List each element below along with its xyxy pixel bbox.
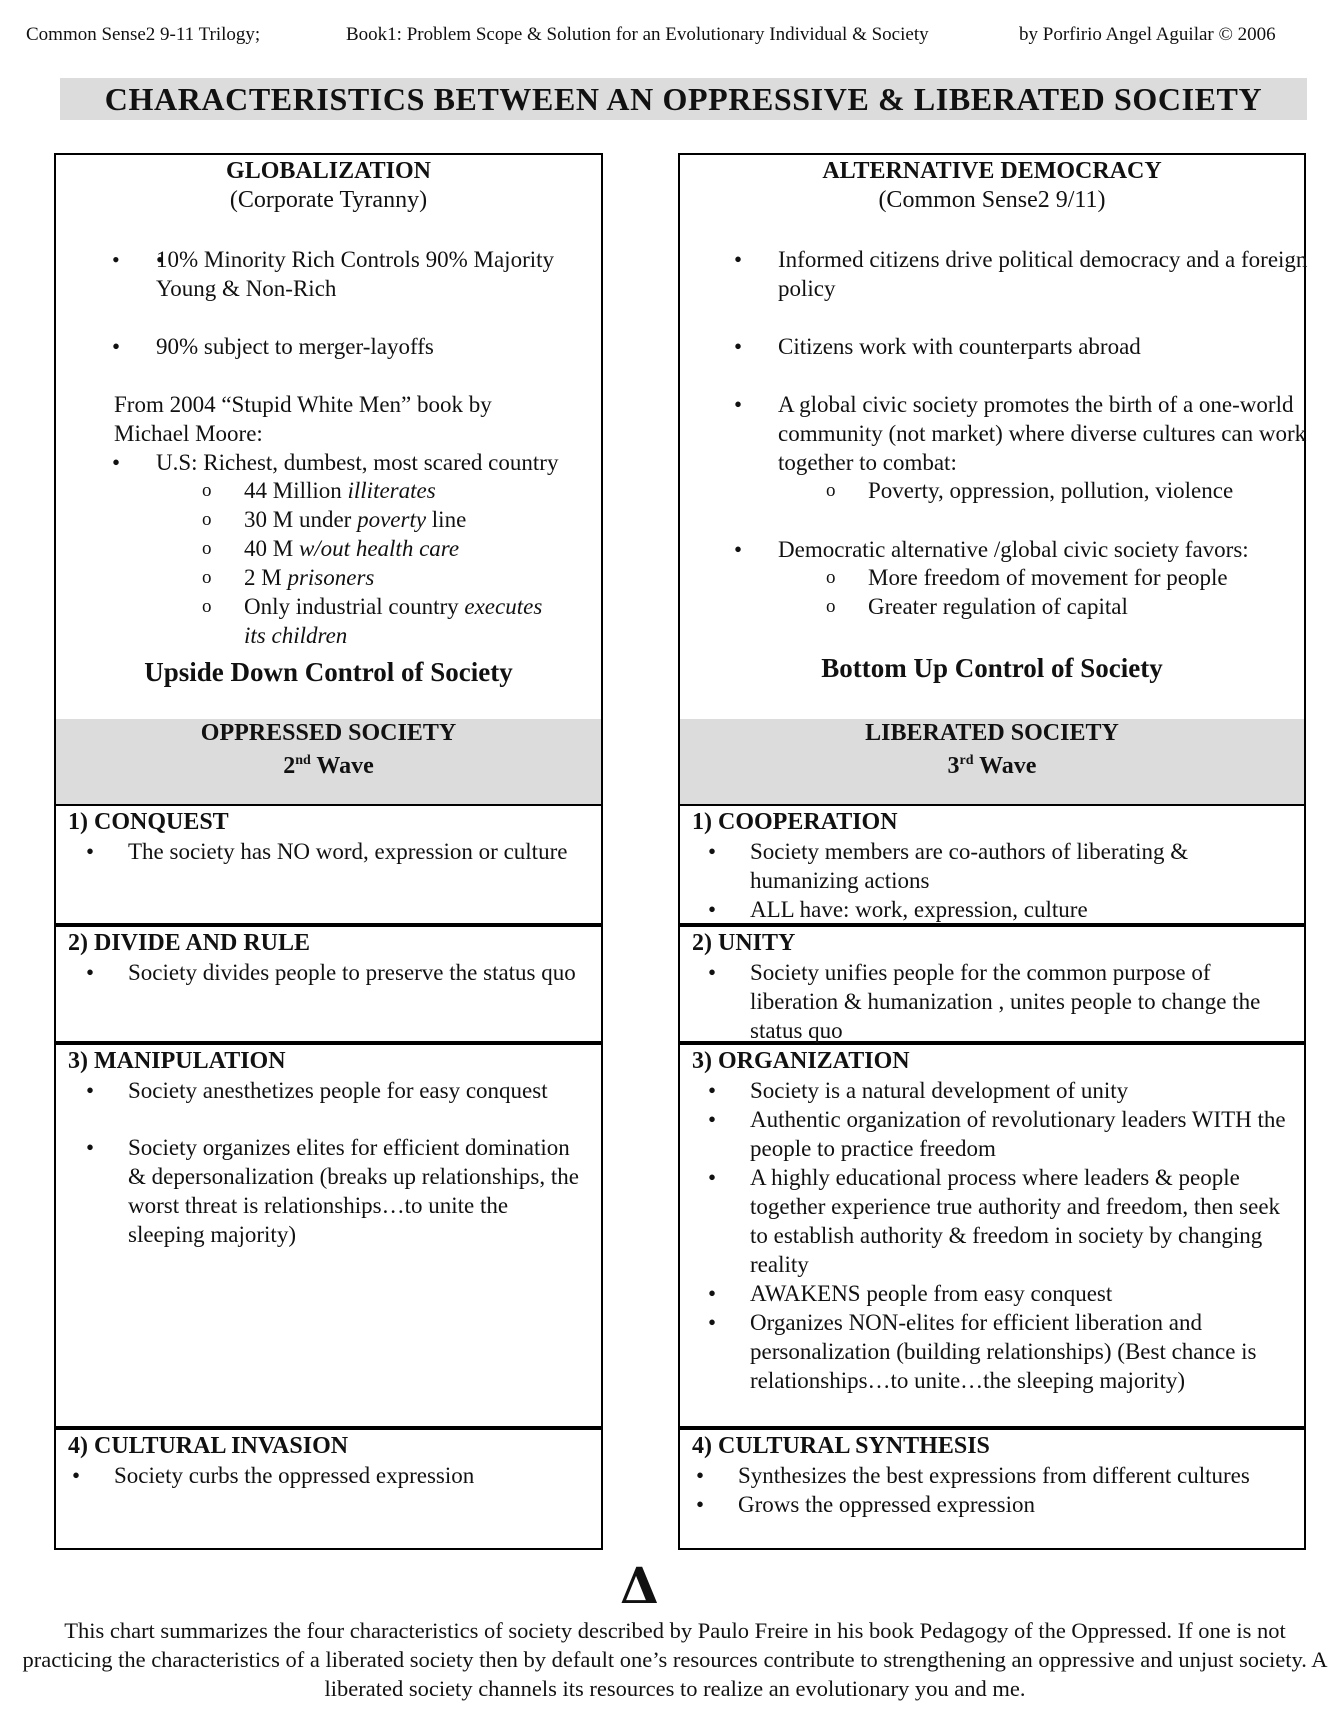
list-item: • ALL have: work, expression, culture xyxy=(708,897,1088,922)
cultural-synthesis-title: 4) CULTURAL SYNTHESIS xyxy=(692,1433,990,1459)
oppressed-wave: 2nd Wave xyxy=(283,753,374,779)
list-item: • Informed citizens drive political democracy and a foreign policy xyxy=(734,247,1308,301)
cultural-synthesis-cell xyxy=(678,1428,1306,1550)
stat-item: o 44 Million illiterates xyxy=(244,476,564,505)
stat-item: o 30 M under poverty line xyxy=(244,505,564,534)
alternative-democracy-heading: ALTERNATIVE DEMOCRACY (Common Sense2 9/11) xyxy=(822,158,1162,213)
conquest-cell xyxy=(54,804,603,925)
cooperation-title: 1) COOPERATION xyxy=(692,809,898,835)
liberated-wave: 3rd Wave xyxy=(947,753,1037,779)
list-item: • Grows the oppressed expression xyxy=(696,1492,1036,1517)
favors-item: o Greater regulation of capital xyxy=(868,592,1288,621)
list-item: • U.S: Richest, dumbest, most scared country xyxy=(112,450,559,475)
unity-cell xyxy=(678,925,1306,1043)
globalization-heading: GLOBALIZATION (Corporate Tyranny) xyxy=(226,158,431,213)
liberated-society-header xyxy=(678,719,1306,806)
list-item: • Society anesthetizes people for easy conquest xyxy=(86,1078,548,1103)
us-stats-list xyxy=(244,476,564,650)
stat-item: o 2 M prisoners xyxy=(244,563,564,592)
oppressed-title: OPPRESSED SOCIETY xyxy=(200,720,457,746)
alternative-democracy-box xyxy=(678,153,1306,721)
list-item: • Society curbs the oppressed expression xyxy=(72,1463,475,1488)
organization-cell xyxy=(678,1043,1306,1428)
globalization-box xyxy=(54,153,603,721)
bottom-up-title: Bottom Up Control of Society xyxy=(821,653,1163,683)
list-item: • A highly educational process where leaders & people together experience true authority and freedom, then seek to establish authority & freedom in society by changing reality xyxy=(708,1165,1281,1277)
manipulation-title: 3) MANIPULATION xyxy=(68,1048,286,1074)
list-item: • The society has NO word, expression or culture xyxy=(86,839,568,864)
cultural-invasion-cell xyxy=(54,1428,603,1550)
list-item: • 90% subject to merger-layoffs xyxy=(112,334,434,359)
header-book: Book1: Problem Scope & Solution for an Evolutionary Individual & Society xyxy=(346,24,929,45)
list-item: • Society divides people to preserve the status quo xyxy=(86,960,576,985)
list-item: • A global civic society promotes the birth of a one-world community (not market) where diverse cultures can work together to combat: xyxy=(734,392,1307,475)
header-series: Common Sense2 9-11 Trilogy; xyxy=(26,24,261,45)
favors-list xyxy=(868,563,1288,621)
favors-item: o More freedom of movement for people xyxy=(868,563,1288,592)
header-author: by Porfirio Angel Aguilar © 2006 xyxy=(1019,24,1276,45)
list-item: • • 10% Minority Rich Controls 90% Majority Young & Non-Rich xyxy=(114,245,584,303)
manipulation-cell xyxy=(54,1043,603,1428)
oppressed-society-header xyxy=(54,719,603,806)
delta-symbol: Δ xyxy=(620,1556,659,1615)
moore-paragraph: From 2004 “Stupid White Men” book by Michael Moore: xyxy=(114,392,492,446)
list-item: • Citizens work with counterparts abroad xyxy=(734,334,1141,359)
divide-rule-title: 2) DIVIDE AND RULE xyxy=(68,930,311,956)
list-item: • Synthesizes the best expressions from different cultures xyxy=(696,1463,1250,1488)
page-header xyxy=(26,24,1316,50)
list-item: • Organizes NON-elites for efficient liberation and personalization (building relationships) (Best chance is relationships…to unite…the sleeping majority) xyxy=(708,1310,1257,1393)
page-title: CHARACTERISTICS BETWEEN AN OPPRESSIVE & LIBERATED SOCIETY xyxy=(60,78,1307,120)
cooperation-cell xyxy=(678,804,1306,925)
list-item: • Society unifies people for the common purpose of liberation & humanization , unites people to change the status quo xyxy=(708,960,1261,1043)
liberated-title: LIBERATED SOCIETY xyxy=(865,720,1119,746)
unity-title: 2) UNITY xyxy=(692,930,796,956)
conquest-title: 1) CONQUEST xyxy=(68,809,229,835)
stat-item: o 40 M w/out health care xyxy=(244,534,564,563)
footer-summary: This chart summarizes the four characteristics of society described by Paulo Freire in his book Pedagogy of the Oppressed. If one is not practicing the characteristics of a liberated society then by default one’s resources contribute to strengthening an oppressive and unjust society. A liberated society channels its resources to realize an evolutionary you and me. xyxy=(22,1618,1328,1701)
list-item: • Society members are co-authors of liberating & humanizing actions xyxy=(708,839,1189,893)
list-item: • Society is a natural development of unity xyxy=(708,1078,1129,1103)
divide-rule-cell xyxy=(54,925,603,1043)
combat-list xyxy=(868,476,1288,505)
combat-item: o Poverty, oppression, pollution, violence xyxy=(868,476,1288,505)
list-item: • Authentic organization of revolutionary leaders WITH the people to practice freedom xyxy=(708,1107,1286,1161)
list-item: • AWAKENS people from easy conquest xyxy=(708,1281,1113,1306)
organization-title: 3) ORGANIZATION xyxy=(692,1048,910,1074)
stat-item: o Only industrial country executes its children xyxy=(244,592,564,650)
upside-down-title: Upside Down Control of Society xyxy=(144,657,513,687)
cultural-invasion-title: 4) CULTURAL INVASION xyxy=(68,1433,349,1459)
list-item: • Society organizes elites for efficient domination & depersonalization (breaks up relationships, the worst threat is relationships…to unite the sleeping majority) xyxy=(86,1135,579,1247)
list-item: • Democratic alternative /global civic society favors: xyxy=(734,537,1249,562)
